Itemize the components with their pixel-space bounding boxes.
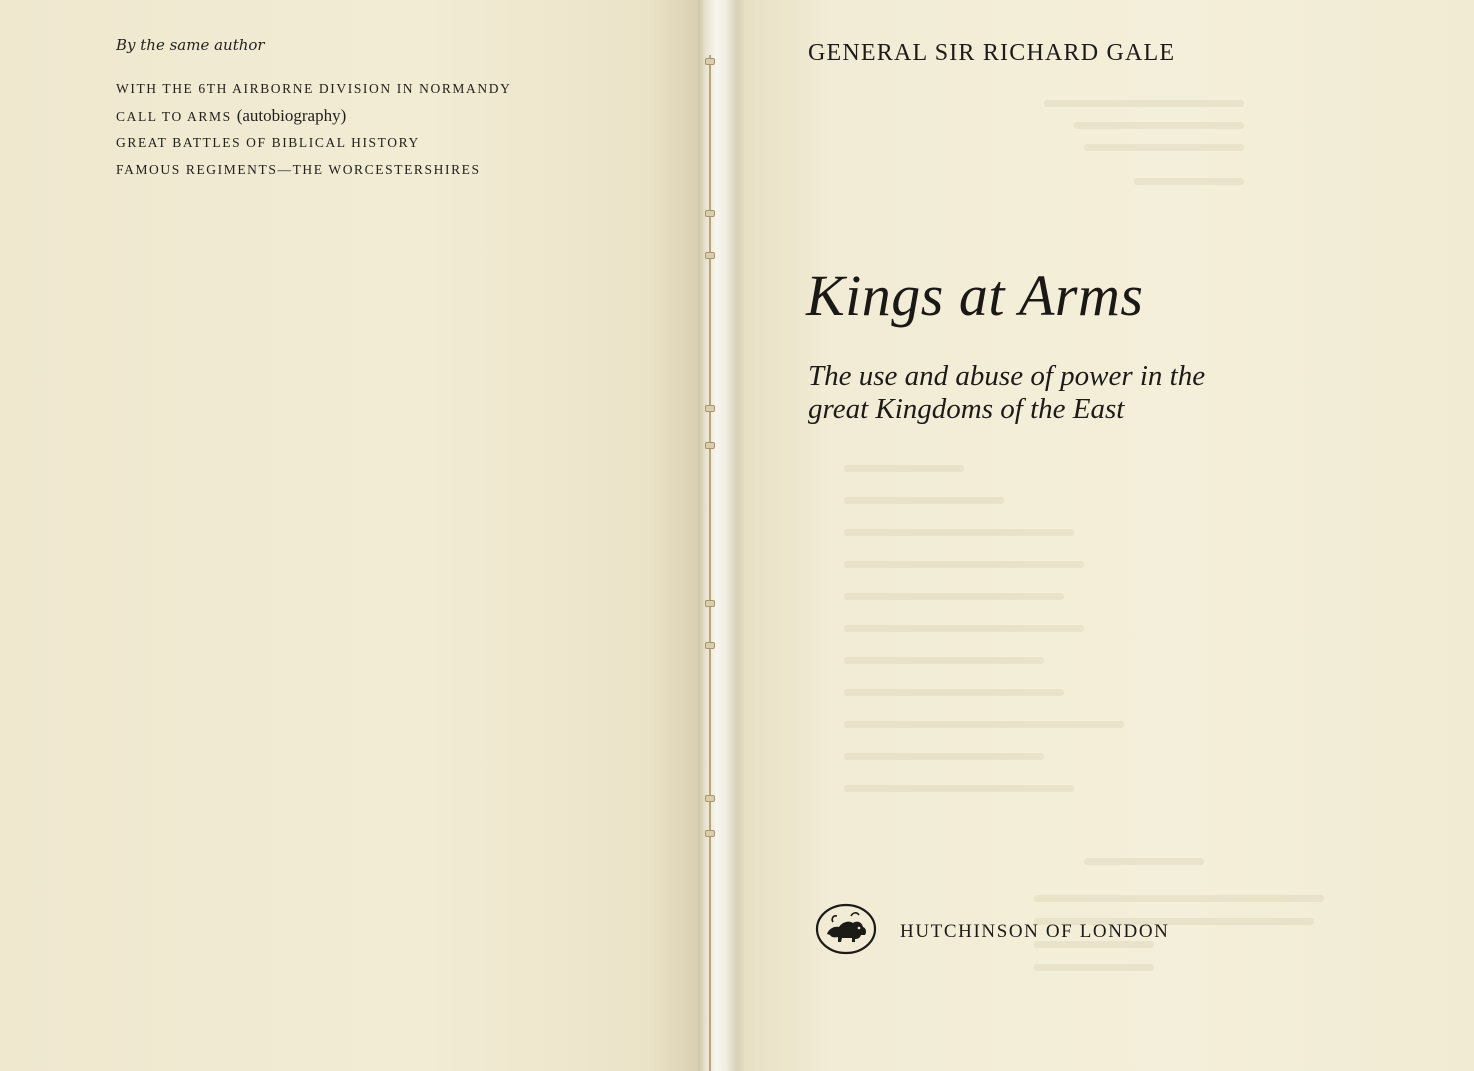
binding-stitch bbox=[705, 405, 715, 412]
work-title: GREAT BATTLES OF BIBLICAL HISTORY bbox=[116, 135, 420, 150]
book-gutter bbox=[698, 0, 744, 1071]
lion-seal-icon bbox=[815, 902, 877, 956]
work-item bbox=[116, 133, 511, 160]
binding-stitch bbox=[705, 830, 715, 837]
binding-thread bbox=[709, 55, 711, 1071]
show-through-line bbox=[1034, 895, 1324, 902]
show-through-line bbox=[1084, 858, 1204, 865]
work-title: FAMOUS REGIMENTS—THE WORCESTERSHIRES bbox=[116, 162, 481, 177]
binding-stitch bbox=[705, 252, 715, 259]
book-title: Kings at Arms bbox=[806, 263, 1144, 328]
by-same-author-heading: By the same author bbox=[116, 36, 265, 54]
show-through-line bbox=[1084, 144, 1244, 151]
binding-stitch bbox=[705, 210, 715, 217]
work-note: (autobiography) bbox=[236, 106, 347, 125]
publisher-name: HUTCHINSON OF LONDON bbox=[900, 921, 1170, 942]
show-through-line bbox=[844, 657, 1044, 664]
show-through-line bbox=[844, 753, 1044, 760]
show-through-line bbox=[844, 785, 1074, 792]
work-item bbox=[116, 106, 511, 133]
work-item bbox=[116, 160, 511, 187]
binding-stitch bbox=[705, 58, 715, 65]
book-subtitle bbox=[808, 360, 1268, 426]
show-through-line bbox=[1134, 178, 1244, 185]
binding-stitch bbox=[705, 600, 715, 607]
show-through-line bbox=[844, 689, 1064, 696]
author-name: GENERAL SIR RICHARD GALE bbox=[808, 40, 1176, 66]
work-title: WITH THE 6TH AIRBORNE DIVISION IN NORMANDY bbox=[116, 81, 512, 96]
show-through-line bbox=[844, 721, 1124, 728]
subtitle-line: great Kingdoms of the East bbox=[808, 393, 1125, 425]
show-through-line bbox=[844, 497, 1004, 504]
show-through-line bbox=[1034, 964, 1154, 971]
show-through-line bbox=[1044, 100, 1244, 107]
binding-stitch bbox=[705, 795, 715, 802]
show-through-line bbox=[1074, 122, 1244, 129]
work-item bbox=[116, 79, 511, 106]
work-title: CALL TO ARMS bbox=[116, 109, 232, 124]
show-through-line bbox=[844, 625, 1084, 632]
show-through-line bbox=[844, 561, 1084, 568]
show-through-line bbox=[844, 529, 1074, 536]
left-page bbox=[0, 0, 698, 1071]
subtitle-line: The use and abuse of power in the bbox=[808, 360, 1206, 392]
show-through-line bbox=[844, 593, 1064, 600]
binding-stitch bbox=[705, 642, 715, 649]
show-through-line bbox=[844, 465, 964, 472]
binding-stitch bbox=[705, 442, 715, 449]
works-list bbox=[116, 79, 511, 187]
